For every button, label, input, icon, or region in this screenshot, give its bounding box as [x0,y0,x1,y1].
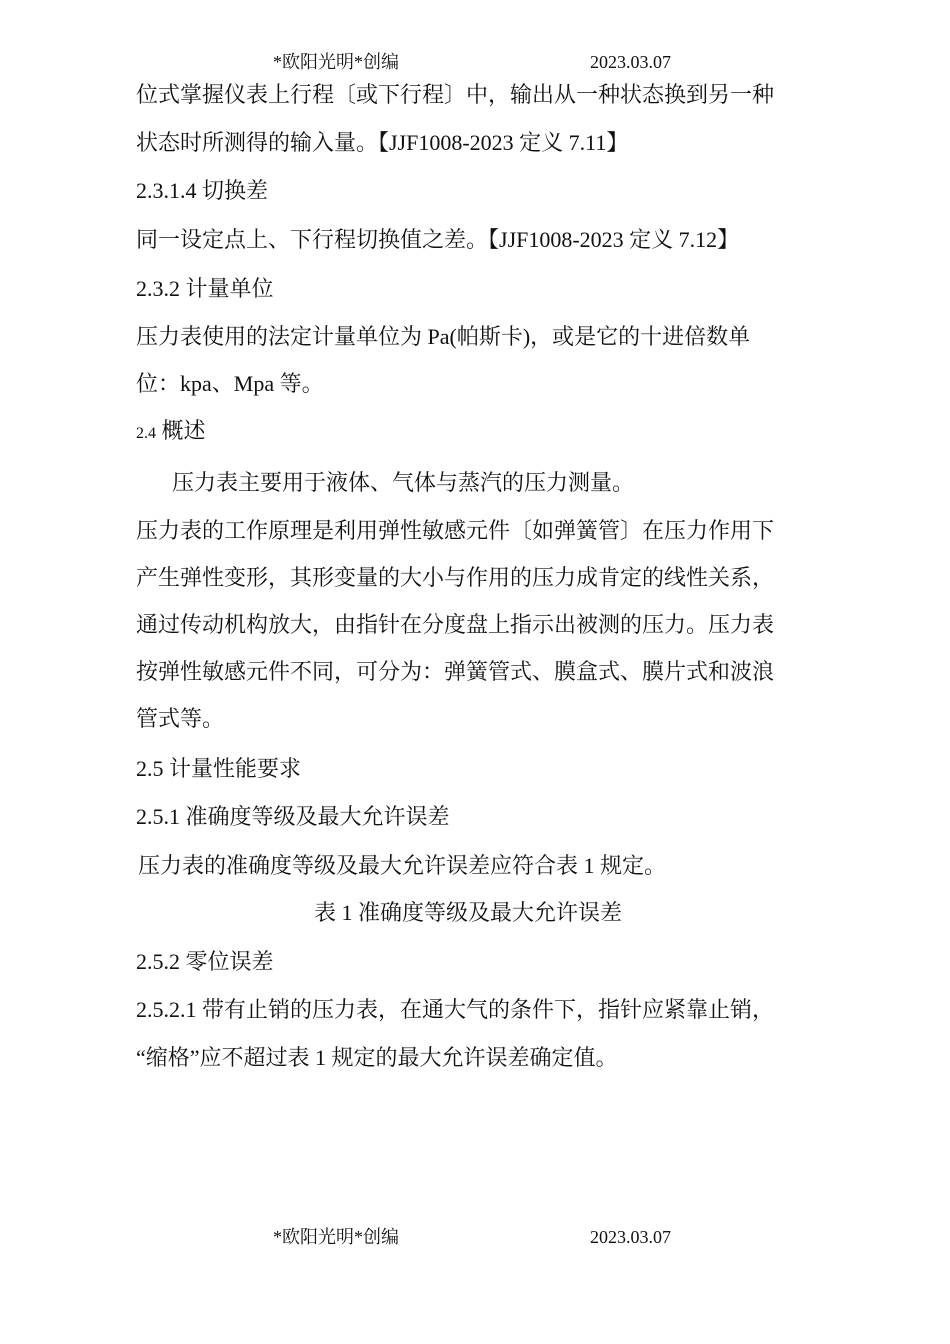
section-heading: 2.3.2 计量单位 [136,276,274,301]
paragraph-line: 位式掌握仪表上行程〔或下行程〕中，输出从一种状态换到另一种 [136,82,775,107]
header-date: 2023.03.07 [590,52,671,72]
section-title: 概述 [156,418,206,443]
footer-date: 2023.03.07 [590,1227,671,1247]
paragraph-line: 状态时所测得的输入量。【JJF1008-2023 定义 7.11】 [136,130,629,155]
paragraph-line: 压力表主要用于液体、气体与蒸汽的压力测量。 [172,470,635,495]
paragraph-line: 按弹性敏感元件不同，可分为：弹簧管式、膜盒式、膜片式和波浪 [136,659,775,684]
paragraph-line: 位：kpa、Mpa 等。 [136,371,324,396]
paragraph-line: “缩格”应不超过表 1 规定的最大允许误差确定值。 [136,1045,618,1070]
table-caption: 表 1 准确度等级及最大允许误差 [314,900,623,925]
header-author: *欧阳光明*创编 [273,52,399,72]
footer-author: *欧阳光明*创编 [273,1227,399,1247]
section-heading [136,416,206,449]
section-heading: 2.3.1.4 切换差 [136,178,269,203]
section-heading: 2.5.2 零位误差 [136,949,274,974]
paragraph-line: 压力表的工作原理是利用弹性敏感元件〔如弹簧管〕在压力作用下 [136,518,775,543]
section-number: 2.4 [136,425,156,442]
paragraph-line: 压力表的准确度等级及最大允许误差应符合表 1 规定。 [138,853,667,878]
section-heading: 2.5.1 准确度等级及最大允许误差 [136,804,450,829]
paragraph-line: 2.5.2.1 带有止销的压力表，在通大气的条件下，指针应紧靠止销， [136,997,775,1022]
section-heading: 2.5 计量性能要求 [136,756,302,781]
paragraph-line: 压力表使用的法定计量单位为 Pa(帕斯卡)，或是它的十进倍数单 [136,324,751,349]
paragraph-line: 产生弹性变形，其形变量的大小与作用的压力成肯定的线性关系， [136,565,775,590]
paragraph-line: 通过传动机构放大，由指针在分度盘上指示出被测的压力。压力表 [136,612,775,637]
paragraph-line: 管式等。 [136,706,225,731]
paragraph-line: 同一设定点上、下行程切换值之差。【JJF1008-2023 定义 7.12】 [136,227,740,252]
